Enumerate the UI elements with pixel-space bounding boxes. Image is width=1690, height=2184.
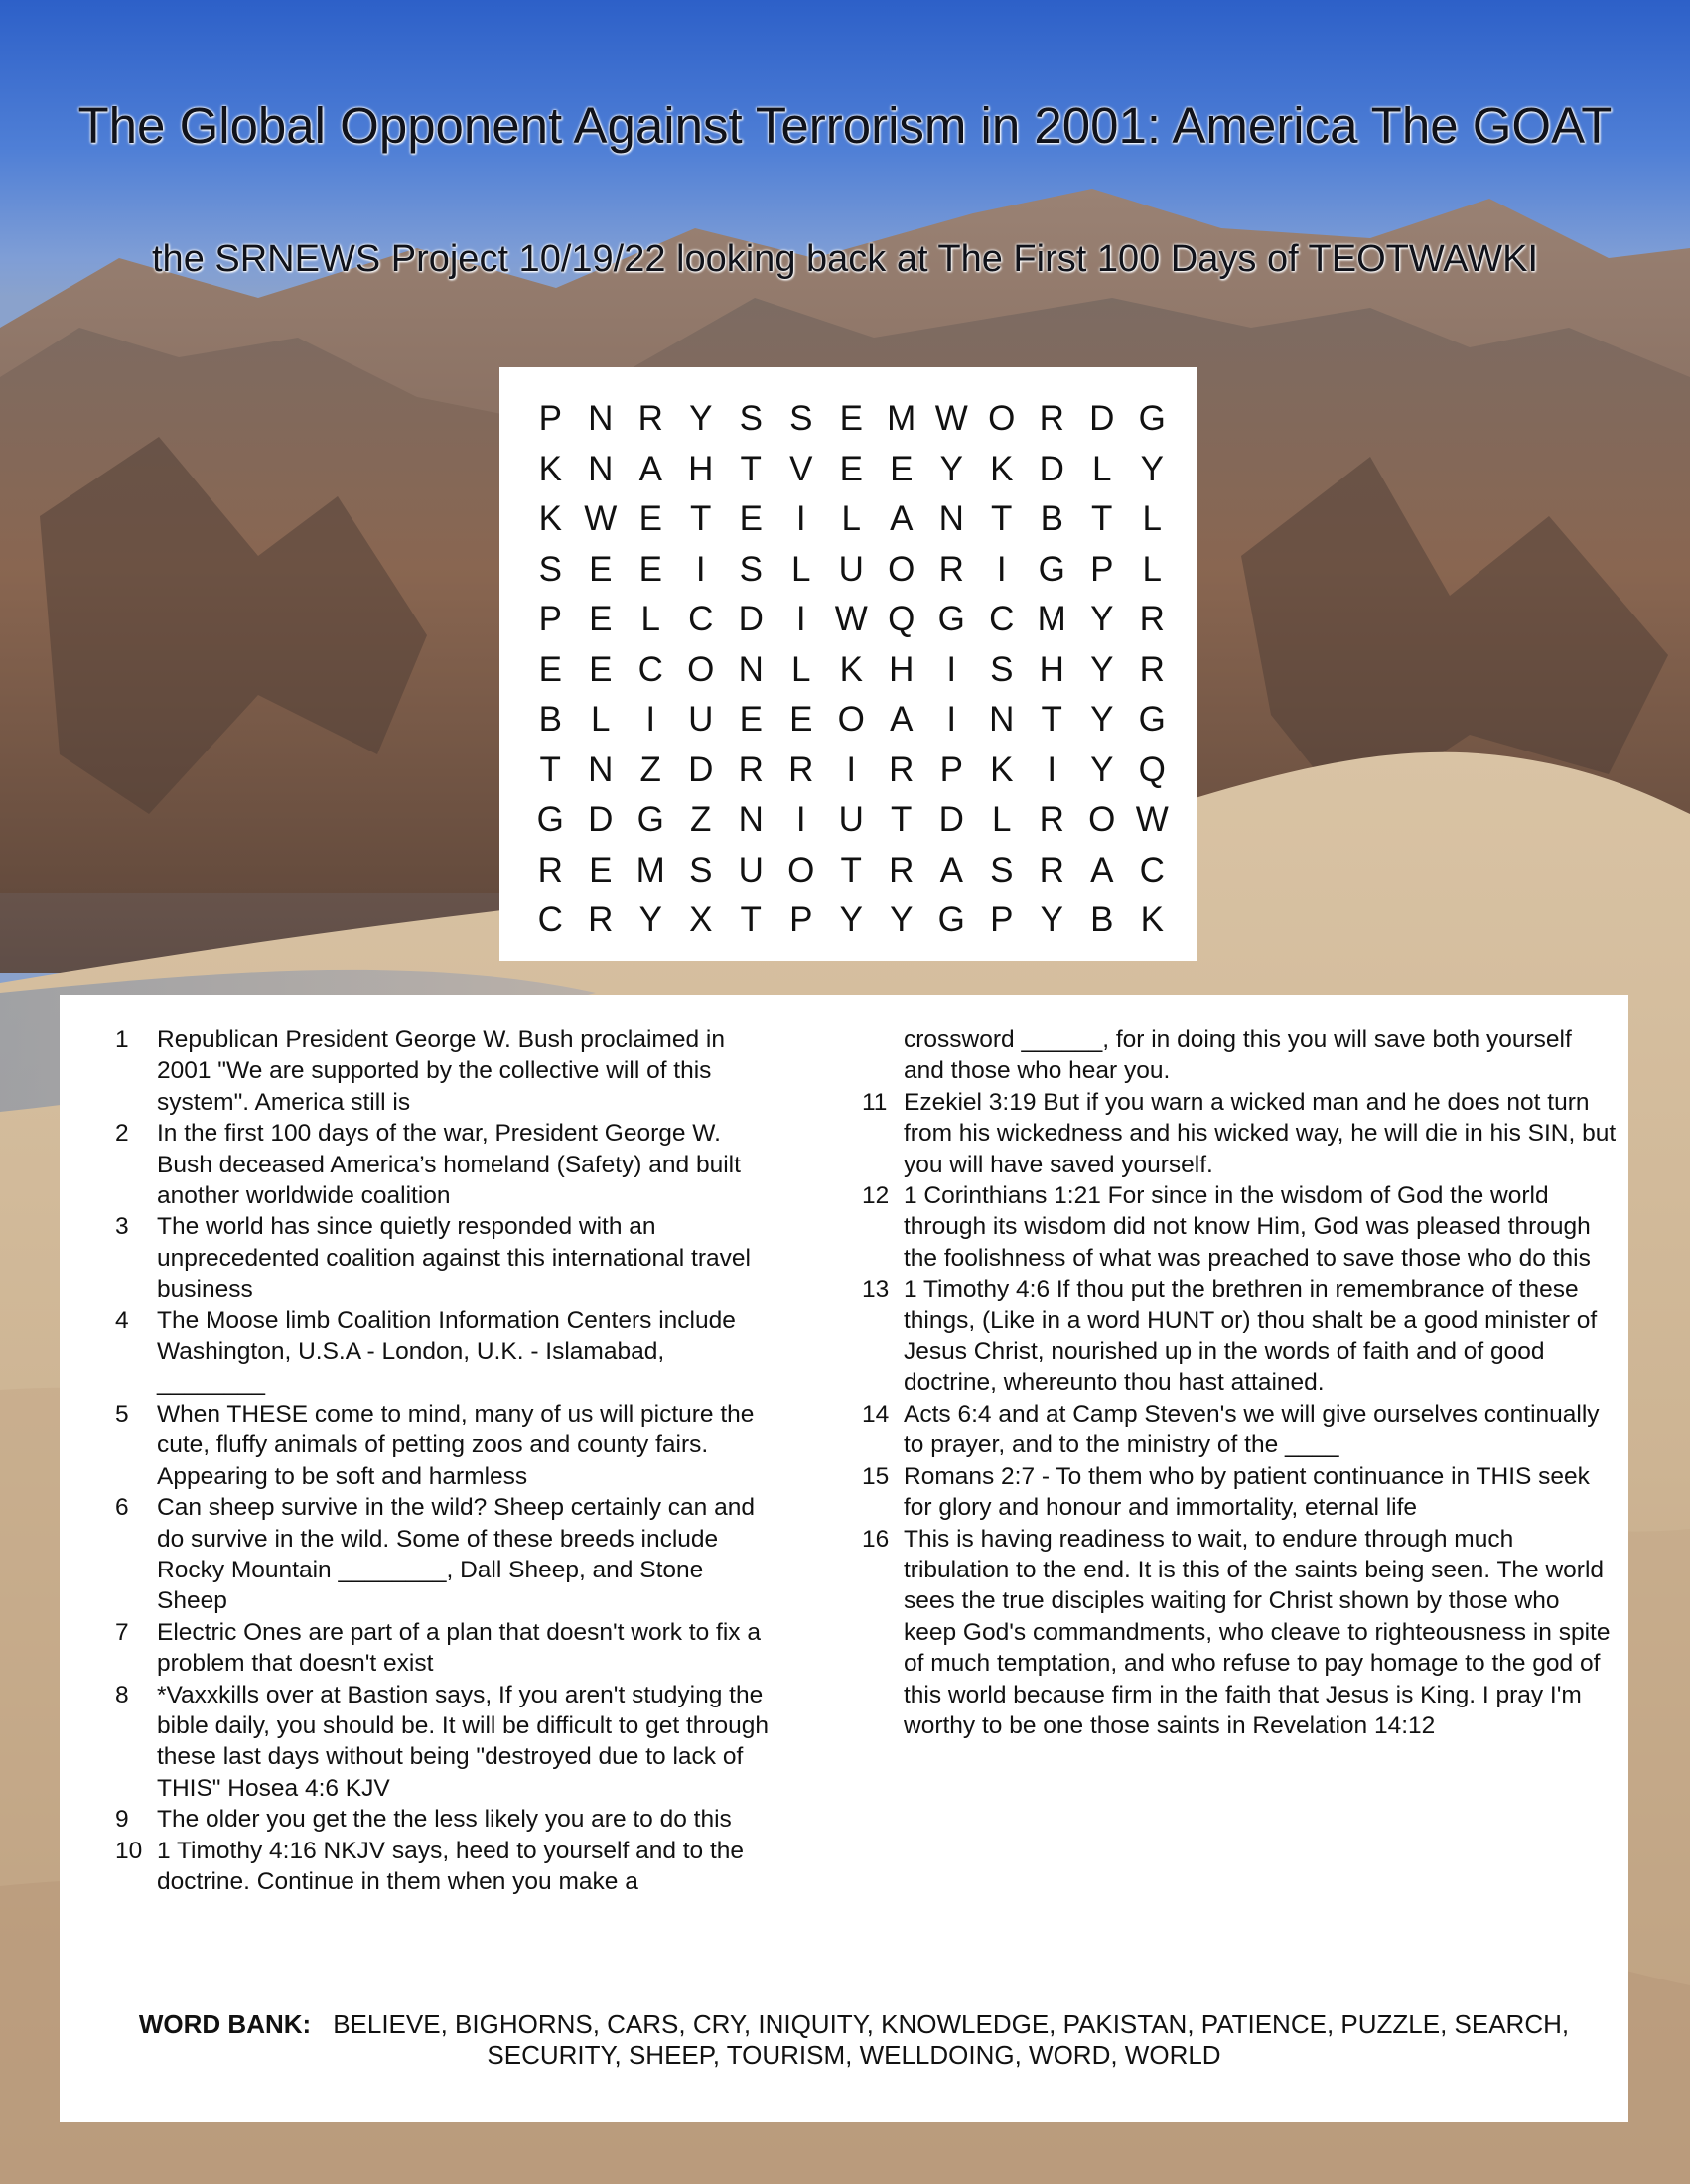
clue-item bbox=[862, 1087, 1617, 1180]
clue-number: 5 bbox=[115, 1400, 129, 1428]
clue-text: In the first 100 days of the war, President George W. Bush deceased America’s homeland (Safety) and built another worldwide coalition bbox=[157, 1120, 741, 1210]
grid-letter: P bbox=[789, 900, 813, 939]
clue-text: The world has since quietly responded with an unprecedented coalition against this international travel business bbox=[157, 1213, 751, 1303]
grid-letter: N bbox=[588, 449, 614, 488]
grid-letter: T bbox=[740, 449, 762, 488]
clue-text: *Vaxxkills over at Bastion says, If you aren't studying the bible daily, you should be. It will be difficult to get through these last days without being "destroyed due to lack of THIS" Hosea 4:6 KJV bbox=[157, 1681, 770, 1802]
grid-letter: T bbox=[539, 750, 561, 789]
grid-letter: R bbox=[588, 900, 614, 939]
grid-letter: T bbox=[1041, 700, 1062, 739]
grid-letter: A bbox=[1090, 850, 1114, 889]
grid-letter: L bbox=[1092, 449, 1112, 488]
clue-number: 10 bbox=[115, 1837, 143, 1864]
grid-letter: C bbox=[688, 600, 714, 638]
grid-letter: S bbox=[739, 549, 763, 589]
grid-letter: U bbox=[838, 800, 864, 839]
grid-letter: Y bbox=[1140, 449, 1164, 488]
grid-letter: R bbox=[1039, 800, 1064, 839]
grid-letter: Y bbox=[1090, 649, 1114, 689]
grid-letter: C bbox=[1139, 850, 1165, 889]
grid-letter: W bbox=[834, 600, 868, 638]
clue-text: Ezekiel 3:19 But if you warn a wicked man and he does not turn from his wickedness and his wicked way, he will die in his SIN, but you will have saved yourself. bbox=[904, 1088, 1617, 1178]
grid-letter: N bbox=[588, 399, 614, 438]
clue-text: This is having readiness to wait, to endure through much tribulation to the end. It is this of the saints being seen. The world sees the true disciples waiting for Christ shown by those who keep God's commandments, who cleave to righteousness in spite of much temptation, and who refuse to pay homage to the god of this world because firm in the faith that Jesus is King. I pray I'm worthy to be one those saints in Revelation 14:12 bbox=[904, 1525, 1611, 1739]
grid-letter: T bbox=[840, 850, 862, 889]
clue-number: 3 bbox=[115, 1213, 129, 1241]
grid-letter: K bbox=[538, 449, 562, 488]
grid-letter: M bbox=[887, 399, 916, 438]
word-bank-label: WORD BANK: bbox=[138, 2009, 312, 2039]
grid-letter: S bbox=[990, 649, 1014, 689]
grid-letter: R bbox=[1139, 600, 1165, 638]
grid-letter: E bbox=[638, 549, 662, 589]
grid-letter: W bbox=[934, 399, 968, 438]
grid-letter: A bbox=[890, 700, 914, 739]
grid-letter: O bbox=[888, 549, 915, 589]
grid-letter: D bbox=[688, 750, 714, 789]
grid-letter: E bbox=[589, 549, 613, 589]
grid-letter: P bbox=[538, 600, 562, 638]
grid-letter: R bbox=[788, 750, 814, 789]
grid-letter: O bbox=[787, 850, 815, 889]
grid-letter: D bbox=[1039, 449, 1064, 488]
clue-item bbox=[115, 1399, 771, 1492]
clues-panel bbox=[60, 995, 1628, 2122]
grid-letter: B bbox=[1040, 499, 1063, 538]
grid-letter: I bbox=[1047, 750, 1057, 789]
grid-letter: I bbox=[946, 700, 957, 739]
grid-letter: K bbox=[839, 649, 863, 689]
grid-letter: K bbox=[990, 750, 1014, 789]
grid-letter: O bbox=[1088, 800, 1116, 839]
grid-letter: G bbox=[1138, 399, 1166, 438]
grid-letter: G bbox=[937, 900, 965, 939]
grid-letter: T bbox=[1091, 499, 1113, 538]
clue-number: 6 bbox=[115, 1494, 129, 1522]
grid-letter: R bbox=[889, 750, 915, 789]
grid-letter: K bbox=[990, 449, 1014, 488]
clue-number: 1 bbox=[115, 1026, 129, 1053]
grid-letter: H bbox=[1039, 649, 1064, 689]
grid-letter: P bbox=[538, 399, 562, 438]
grid-letter: U bbox=[688, 700, 714, 739]
grid-letter: R bbox=[1039, 399, 1064, 438]
clue-text: The Moose limb Coalition Information Centers include Washington, U.S.A - London, U.K. - Islamabad, ________ bbox=[157, 1306, 736, 1397]
clue-item bbox=[115, 1804, 771, 1835]
page-title: The Global Opponent Against Terrorism in 2001: America The GOAT bbox=[77, 97, 1613, 154]
grid-letter: V bbox=[789, 449, 813, 488]
grid-letter: G bbox=[1038, 549, 1065, 589]
grid-letter: E bbox=[890, 449, 914, 488]
grid-letter: Y bbox=[1090, 700, 1114, 739]
grid-letter: M bbox=[1037, 600, 1066, 638]
grid-letter: L bbox=[591, 700, 611, 739]
grid-letter: G bbox=[636, 800, 664, 839]
grid-letter: T bbox=[991, 499, 1013, 538]
grid-letter: B bbox=[538, 700, 562, 739]
clue-item bbox=[862, 1180, 1617, 1274]
grid-letter: E bbox=[839, 399, 863, 438]
grid-letter: G bbox=[536, 800, 564, 839]
grid-letter: K bbox=[1140, 900, 1164, 939]
clue-item bbox=[115, 1118, 771, 1211]
clue-item bbox=[862, 1524, 1617, 1742]
word-search-grid bbox=[525, 397, 1178, 949]
grid-letter: T bbox=[690, 499, 712, 538]
grid-letter: I bbox=[795, 600, 806, 638]
clue-number: 13 bbox=[862, 1276, 890, 1303]
grid-letter: H bbox=[688, 449, 714, 488]
grid-letter: K bbox=[538, 499, 562, 538]
grid-letter: E bbox=[739, 700, 763, 739]
grid-letter: L bbox=[841, 499, 861, 538]
clue-item bbox=[115, 1211, 771, 1304]
grid-letter: E bbox=[839, 449, 863, 488]
clue-number: 2 bbox=[115, 1120, 129, 1148]
grid-letter: S bbox=[538, 549, 562, 589]
grid-letter: L bbox=[992, 800, 1012, 839]
grid-letter: Y bbox=[890, 900, 914, 939]
grid-letter: M bbox=[635, 850, 665, 889]
word-bank bbox=[119, 2009, 1589, 2071]
clue-item bbox=[862, 1461, 1617, 1524]
clue-item bbox=[115, 1617, 771, 1680]
grid-letter: Y bbox=[689, 399, 713, 438]
grid-letter: D bbox=[738, 600, 764, 638]
clues-left-column bbox=[115, 1024, 771, 1897]
clue-text: Acts 6:4 and at Camp Steven's we will give ourselves continually to prayer, and to the ministry of the ____ bbox=[904, 1400, 1600, 1459]
clue-text: The older you get the the less likely you are to do this bbox=[157, 1806, 732, 1834]
grid-letter: E bbox=[589, 600, 613, 638]
grid-letter: C bbox=[989, 600, 1015, 638]
grid-letter: I bbox=[996, 549, 1007, 589]
grid-letter: R bbox=[1139, 649, 1165, 689]
grid-letter: E bbox=[638, 499, 662, 538]
grid-letter: I bbox=[645, 700, 656, 739]
grid-letter: U bbox=[738, 850, 764, 889]
clue-text: 1 Timothy 4:16 NKJV says, heed to yourself and to the doctrine. Continue in them when you make a bbox=[157, 1837, 745, 1895]
grid-letter: X bbox=[689, 900, 713, 939]
clue-number: 15 bbox=[862, 1462, 890, 1490]
clue-text: Republican President George W. Bush proclaimed in 2001 "We are supported by the collective will of this system". America still is bbox=[157, 1026, 725, 1116]
clue-text: Romans 2:7 - To them who by patient continuance in THIS seek for glory and honour and immortality, eternal life bbox=[904, 1462, 1590, 1522]
grid-letter: A bbox=[638, 449, 662, 488]
grid-letter: E bbox=[589, 649, 613, 689]
grid-letter: N bbox=[989, 700, 1015, 739]
clue-number: 14 bbox=[862, 1400, 890, 1428]
grid-letter: S bbox=[739, 399, 763, 438]
grid-letter: C bbox=[637, 649, 663, 689]
clue-number: 12 bbox=[862, 1182, 890, 1210]
grid-letter: O bbox=[687, 649, 715, 689]
grid-letter: E bbox=[739, 499, 763, 538]
grid-letter: Z bbox=[690, 800, 712, 839]
grid-letter: P bbox=[990, 900, 1014, 939]
grid-letter: N bbox=[938, 499, 964, 538]
clue-number: 4 bbox=[115, 1306, 129, 1334]
clue-text: 1 Corinthians 1:21 For since in the wisdom of God the world through its wisdom did not know Him, God was pleased through the foolishness of what was preached to save those who do this bbox=[904, 1182, 1591, 1272]
grid-letter: L bbox=[1142, 549, 1162, 589]
grid-letter: L bbox=[791, 649, 811, 689]
grid-letter: E bbox=[789, 700, 813, 739]
grid-letter: E bbox=[589, 850, 613, 889]
grid-letter: H bbox=[889, 649, 915, 689]
grid-letter: I bbox=[795, 800, 806, 839]
grid-letter: O bbox=[837, 700, 865, 739]
grid-letter: A bbox=[939, 850, 963, 889]
grid-letter: L bbox=[791, 549, 811, 589]
grid-letter: G bbox=[1138, 700, 1166, 739]
clue-number: 9 bbox=[115, 1806, 129, 1834]
word-bank-words: BELIEVE, BIGHORNS, CARS, CRY, INIQUITY, KNOWLEDGE, PAKISTAN, PATIENCE, PUZZLE, SEARCH, SECURITY, SHEEP, TOURISM, WELLDOING, WORD, WORLD bbox=[333, 2009, 1570, 2070]
clue-text: Electric Ones are part of a plan that doesn't work to fix a problem that doesn't exist bbox=[157, 1618, 761, 1678]
grid-letter: D bbox=[938, 800, 964, 839]
clue-10-continuation: crossword ______, for in doing this you will save both yourself and those who hear you. bbox=[904, 1026, 1572, 1085]
grid-letter: R bbox=[889, 850, 915, 889]
grid-letter: C bbox=[537, 900, 563, 939]
grid-letter: P bbox=[939, 750, 963, 789]
grid-letter: Q bbox=[1138, 750, 1166, 789]
grid-letter: S bbox=[689, 850, 713, 889]
clue-number: 7 bbox=[115, 1618, 129, 1646]
grid-letter: Z bbox=[639, 750, 661, 789]
clue-item bbox=[862, 1274, 1617, 1399]
grid-letter: S bbox=[789, 399, 813, 438]
clue-item bbox=[115, 1836, 771, 1898]
grid-letter: L bbox=[640, 600, 660, 638]
grid-letter: N bbox=[738, 649, 764, 689]
grid-letter: I bbox=[846, 750, 857, 789]
grid-letter: S bbox=[990, 850, 1014, 889]
grid-letter: W bbox=[584, 499, 618, 538]
grid-letter: Y bbox=[939, 449, 963, 488]
clue-item bbox=[115, 1680, 771, 1805]
grid-letter: T bbox=[740, 900, 762, 939]
clue-item bbox=[115, 1305, 771, 1399]
clue-text: 1 Timothy 4:6 If thou put the brethren in remembrance of these things, (Like in a word HUNT or) thou shalt be a good minister of Jesus Christ, nourished up in the words of faith and of good doctrine, whereunto thou hast attained. bbox=[904, 1276, 1598, 1397]
grid-letter: Y bbox=[839, 900, 863, 939]
grid-letter: G bbox=[937, 600, 965, 638]
grid-letter: O bbox=[988, 399, 1016, 438]
grid-letter: U bbox=[838, 549, 864, 589]
grid-letter: P bbox=[1090, 549, 1114, 589]
grid-letter: Y bbox=[638, 900, 662, 939]
clue-text: Can sheep survive in the wild? Sheep certainly can and do survive in the wild. Some of these breeds include Rocky Mountain ________, Dall Sheep, and Stone Sheep bbox=[157, 1494, 755, 1615]
clue-number: 8 bbox=[115, 1681, 129, 1708]
grid-letter: R bbox=[1039, 850, 1064, 889]
grid-letter: N bbox=[738, 800, 764, 839]
clue-item bbox=[862, 1399, 1617, 1461]
clues-right-column bbox=[862, 1024, 1617, 1741]
grid-letter: Q bbox=[888, 600, 915, 638]
grid-letter: I bbox=[795, 499, 806, 538]
grid-letter: B bbox=[1090, 900, 1114, 939]
grid-letter: Y bbox=[1090, 750, 1114, 789]
grid-letter: L bbox=[1142, 499, 1162, 538]
clue-number: 16 bbox=[862, 1525, 890, 1553]
grid-letter: D bbox=[1089, 399, 1115, 438]
clue-item bbox=[115, 1492, 771, 1617]
clue-number: 11 bbox=[862, 1088, 888, 1116]
grid-letter: I bbox=[695, 549, 706, 589]
clue-item bbox=[115, 1024, 771, 1118]
grid-letter: A bbox=[890, 499, 914, 538]
grid-letter: Y bbox=[1040, 900, 1063, 939]
grid-letter: R bbox=[637, 399, 663, 438]
clue-text: When THESE come to mind, many of us will picture the cute, fluffy animals of petting zoos and county fairs. Appearing to be soft and harmless bbox=[157, 1400, 755, 1490]
word-search-grid-panel bbox=[499, 367, 1197, 961]
grid-letter: Y bbox=[1090, 600, 1114, 638]
grid-letter: W bbox=[1135, 800, 1169, 839]
grid-letter: D bbox=[588, 800, 614, 839]
grid-letter: R bbox=[738, 750, 764, 789]
grid-letter: E bbox=[538, 649, 562, 689]
grid-letter: I bbox=[946, 649, 957, 689]
grid-letter: T bbox=[891, 800, 913, 839]
page-subtitle: the SRNEWS Project 10/19/22 looking back at The First 100 Days of TEOTWAWKI bbox=[152, 238, 1538, 280]
grid-letter: R bbox=[537, 850, 563, 889]
grid-letter: R bbox=[938, 549, 964, 589]
grid-letter: N bbox=[588, 750, 614, 789]
